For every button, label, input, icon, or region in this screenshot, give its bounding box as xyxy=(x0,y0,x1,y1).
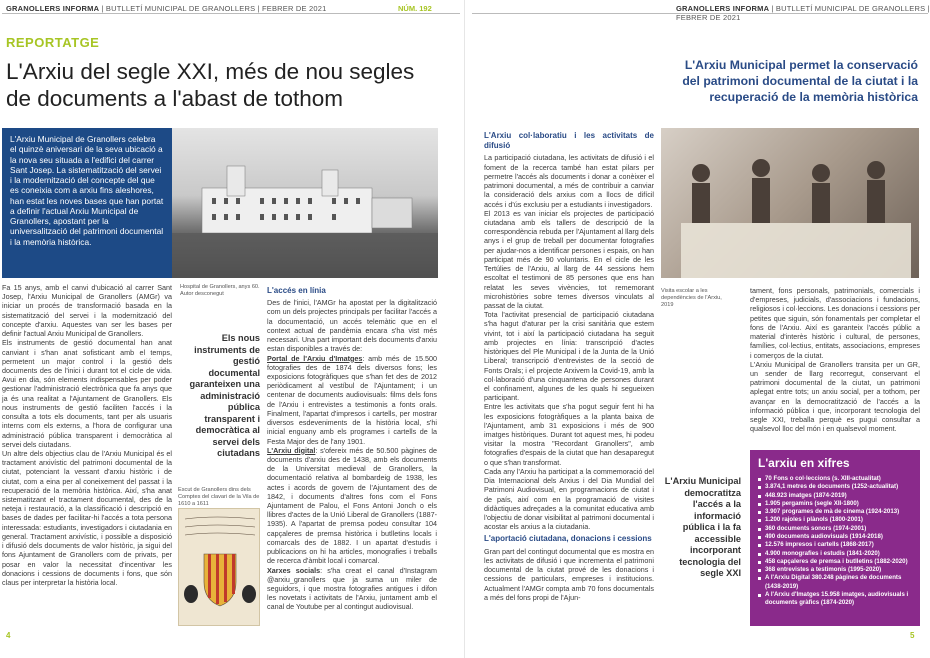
paragraph: Un altre dels objectius clau de l'Arxiu Municipal és el tractament arxivístic del patrimoni documental de la ciutat, potenciant la vessant d'arxiu històric i de ciutat, com a eina per al coneixement del passat i la recuperació de la memòria històrica. Així, s'ha anat sistematitzant el tractament documental, des de la neteja i restauració, a la classificació i descripció en bases de dades per facilitar-hi l'accés a tota persona interessada: estudiants, investigadors i ciutadania en general. Tractament arxivístic, i possible a disposició i difusió dels documents de valor històric, ja sigui del fons Ajuntament de Granollers com de privats, per posar en valor la necessitat d'incentivar les donacions i cessions de documents i fons, que són claus per interpretar la història local. xyxy=(2,448,172,587)
stats-item: 360 documents sonors (1974-2001) xyxy=(758,525,912,533)
stats-item: 12.576 impresos i cartells (1868-2017) xyxy=(758,541,912,549)
stats-item: 3.907 programes de mà de cinema (1924-2013) xyxy=(758,508,912,516)
pull-quote: L'Arxiu Municipal democratitza l'accés a la informació pública i la fa accessible incorporant tecnologia del segle XXI xyxy=(664,476,741,578)
page-number-right: 5 xyxy=(910,631,915,640)
stats-item: 1.200 rajoles i plànols (1800-2001) xyxy=(758,516,912,524)
issue-number: NÚM. 192 xyxy=(398,4,432,13)
visit-illustration xyxy=(661,128,919,278)
subheading: L'Arxiu col·laboratiu i les activitats de difusió xyxy=(484,131,654,151)
stats-item: 4.900 monografies i estudis (1841-2020) xyxy=(758,550,912,558)
school-visit-photo xyxy=(661,128,919,278)
stats-item: 458 capçaleres de premsa i butlletins (1882-2020) xyxy=(758,558,912,566)
photo-caption-visit: Visita escolar a les dependències de l'Arxiu, 2019 xyxy=(661,288,722,308)
divider xyxy=(2,13,460,14)
article-column-1 xyxy=(2,283,172,587)
stats-item: A l'Arxiu d'Imatges 15.958 imatges, audiovisuals i documents gràfics (1874-2020) xyxy=(758,591,912,608)
shield-illustration xyxy=(179,509,261,627)
stats-box xyxy=(750,450,920,626)
stats-item: 1.905 pergamins (segle XII-1800) xyxy=(758,500,912,508)
article-column-4: L'Arxiu col·laboratiu i les activitats de difusió La participació ciutadana, les activitats de difusió i el foment de la recerca també han estat pilars per permetre l'accés als documents i donar a conèixer el patrimoni documental, a més de contribuir a canviar la consideració dels arxius com a llocs de difícil accés i d'ús exclusiu per a estudiants i investigadors. El 2013 es van iniciar els projectes de participació ciutadana amb els tallers de descripció de la correspondència rebuda per l'Ajuntament al llarg dels anys i el grup de treball per documentar fotografies per ajudar-nos a identificar persones i espais, on han participat més de 90 voluntaris. En el cicle de les Tertúlies de l'Arxiu, al llarg de 44 sessions hem escoltat el testimoni de 85 persones que ens han relatat les seves vivències, tot rememorant microhistòries sobre temes diversos vinculats al passat de la ciutat. Tota l'activitat presencial de participació ciutadana s'ha hagut d'aturar per la crisi sanitària que estem vivint, tot i així la participació ciutadana ha seguit amb projectes en línia: transcripció d'actes històriques del Ple Municipal i de la Junta de la Unió Liberal; transcripció d'entrevistes de la secció de Fonts Orals; i el projecte Arxivem la Covid-19, amb la col·laboració d'una cinquantena de persones durant el confinament, algunes de les quals hi segueixen participant. Entre les activitats que s'ha pogut seguir fent hi ha les exposicions fotogràfiques a la planta baixa de l'Ajuntament, amb 31 exposicions i més de 900 imatges històriques. Durant tot aquest mes, hi podeu visitar la mostra "Recordant Granollers", amb fotografies d'espais de la ciutat que han desaparegut o que s'han transformat. Cada any l'Arxiu ha participat a la commemoració del Dia Internacional dels Arxius i del Dia Mundial del Patrimoni Audiovisual, en programacions de ciutat i de país, així com en la programació de visites didàctiques adreçades a la comunitat educativa amb l'objectiu de donar visibilitat al patrimoni documental i acostar els arxius a la ciutadania. L'aportació ciutadana, donacions i cessions Gran part del contingut documental que es mostra en les activitats de difusió i que incrementa el patrimoni documental de la ciutat prové de les donacions i cessions de particulars, empreses i institucions. Actualment l'AMGr compta amb 70 fons documentals a més del fons propi de l'Ajun- xyxy=(484,131,654,602)
photo-caption-hospital: Hospital de Granollers, anys 60. Autor desconegut xyxy=(180,284,260,297)
stats-item: 490 documents audiovisuals (1914-2018) xyxy=(758,533,912,541)
subheading: L'accés en línia xyxy=(267,286,326,295)
paragraph: Els instruments de gestió documental han anat canviant i s'han anat sofisticant amb el temps, permetent un major control i la gestió dels documents des de l'inici i durant tot el cicle de vida. Avui en dia, són elements indispensables per poder gestionar l'administració electrònica que fa anys que ja és una realitat a l'Ajuntament de Granollers. Els nous instruments de gestió faciliten l'accés i la consulta a tots els documents, tant per als usuaris interns com els externs, a l'hora de configurar una administració pública transparent i democràtica al servei dels ciutadans. xyxy=(2,338,172,449)
stats-item: 3.874,1 metres de documents (1252-actualitat) xyxy=(758,483,912,491)
shield-document-image xyxy=(178,508,260,626)
stats-list xyxy=(758,475,912,608)
link-portal-imatges[interactable]: Portal de l'Arxiu d'Imatges xyxy=(267,353,363,363)
page-fold xyxy=(464,0,465,658)
right-page-title: L'Arxiu Municipal permet la conservació del patrimoni documental de la ciutat i la recuperació de la memòria històrica xyxy=(682,58,918,104)
header-left: GRANOLLERS INFORMA | BUTLLETÍ MUNICIPAL DE GRANOLLERS | FEBRER DE 2021 xyxy=(6,4,327,13)
page-number-left: 4 xyxy=(6,631,11,640)
pull-quote: Els nous instruments de gestió documental garanteixen una administració pública transparent i democràtica al servei dels ciutadans xyxy=(189,333,260,458)
section-label: REPORTATGE xyxy=(6,35,100,50)
lead-paragraph: L'Arxiu Municipal de Granollers celebra el quinzè aniversari de la seva ubicació a la nova seu situada a l'edifici del carrer Sant Josep. La sistematització del servei i la modernització del concepte del que es coneixia com a arxiu fins aleshores, han estat les noves bases que han portat a definir l'actual Arxiu Municipal de Granollers, apostant per la universalització del patrimoni documental i la memòria històrica. xyxy=(2,128,172,278)
article-column-5: tament, fons personals, patrimonials, comercials i d'empreses, judicials, d'associacions i fundacions, religiosos i col·leccions. Les donacions i cessions per petites que siguin, són fonamentals per completar el fons de l'Arxiu. Així es garanteix l'accés públic a material d'interès històric i cultural, de persones, famílies, col·lectius, entitats, associacions, empreses i comerços de la ciutat. L'Arxiu Municipal de Granollers transita per un GR, un sender de llarg recorregut, conservant el patrimoni documental de la ciutat, un patrimoni aplegat entre tots; un arxiu social, per a tothom, per avançar en la democratització de l'accés a la informació pública i que, incorporant tecnologia del segle XXI, treballa perquè es pugui consultar a qualsevol lloc del món i en qualsevol moment. xyxy=(750,286,920,434)
header-brand: GRANOLLERS INFORMA xyxy=(6,4,100,13)
photo-caption-shield: Escut de Granollers dins dels Comptes del clavari de la Vila de 1610 a 1611 xyxy=(178,487,260,507)
header-right: GRANOLLERS INFORMA | BUTLLETÍ MUNICIPAL DE GRANOLLERS | FEBRER DE 2021 xyxy=(676,4,930,22)
link-arxiu-digital[interactable]: L'Arxiu digital xyxy=(267,445,316,455)
divider xyxy=(472,13,928,14)
stats-item: A l'Arxiu Digital 380.248 pàgines de documents (1438-2019) xyxy=(758,574,912,591)
hospital-illustration xyxy=(172,128,438,278)
stats-box-title: L'arxiu en xifres xyxy=(758,456,850,470)
stats-item: 70 Fons o col·leccions (s. XIII-actualitat) xyxy=(758,475,912,483)
hospital-photo xyxy=(172,128,438,278)
stats-item: 368 entrevistes a testimonis (1995-2020) xyxy=(758,566,912,574)
article-column-3: L'accés en línia Des de l'inici, l'AMGr ha apostat per la digitalització com un dels projectes principals per facilitar l'accés a la documentació, un accés telemàtic que en el context actual de pandèmia encara s'ha vist més necessari. Una part important dels documents d'arxiu estan disponibles a través de: Portal de l'Arxiu d'Imatges: amb més de 15.500 fotografies des de 1874 dels diversos fons; les exposicions fotogràfiques que s'han fet des de 2012 periòdicament al vestíbul de l'Ajuntament; i un centenar de documents audiovisuals: films dels fons de l'Arxiu i entrevistes a testimonis a fonts orals. Finalment, l'apartat d'impresos i cartells, per mostrar diversos esdeveniments de la història local, s'hi inicial enguany amb els programes i cartells de la Festa Major des de l'any 1901. L'Arxiu digital: s'ofereix més de 50.500 pàgines de documents d'arxiu des de 1438, amb els documents de la Universitat medieval de Granollers, la documentació relativa al bombardeig de 1938, les actes i acords de govern de l'Ajuntament des de 1842, i documents d'altres fons com el Fons Ajuntament de Palou, el Fons Antoni Jonch o els llibres d'actes de la Unió Liberal de Granollers (1887-1935). A l'apartat de premsa podeu consultar 104 capçaleres de premsa històrica i butlletins locals i comarcals des de 1882. I un apartat d'estudis i publicacions on hi ha articles, monografies i treballs de recerca d'àmbit local i comarcal. Xarxes socials: s'ha creat el canal d'Instagram @arxiu_granollers que ja suma un miler de seguidors, i que mostra fotografies antigues i difon les novetats i activitats de l'Arxiu, juntament amb el canal de Youtube per al contingut audiovisual. xyxy=(267,286,438,612)
stats-item: 448.923 imatges (1874-2019) xyxy=(758,492,912,500)
paragraph: Fa 15 anys, amb el canvi d'ubicació al carrer Sant Josep, l'Arxiu Municipal de Granollers (AMGr) va iniciar un procés de transformació basada en la sistematització del servei i la modernització del concepte d'arxiu. Aquestes van ser les bases per definir l'actual Arxiu Municipal de Granollers. xyxy=(2,283,172,339)
social-label: Xarxes socials xyxy=(267,565,321,575)
subheading: L'aportació ciutadana, donacions i cessions xyxy=(484,534,652,544)
page-title: L'Arxiu del segle XXI, més de nou segles de documents a l'abast de tothom xyxy=(6,59,415,112)
